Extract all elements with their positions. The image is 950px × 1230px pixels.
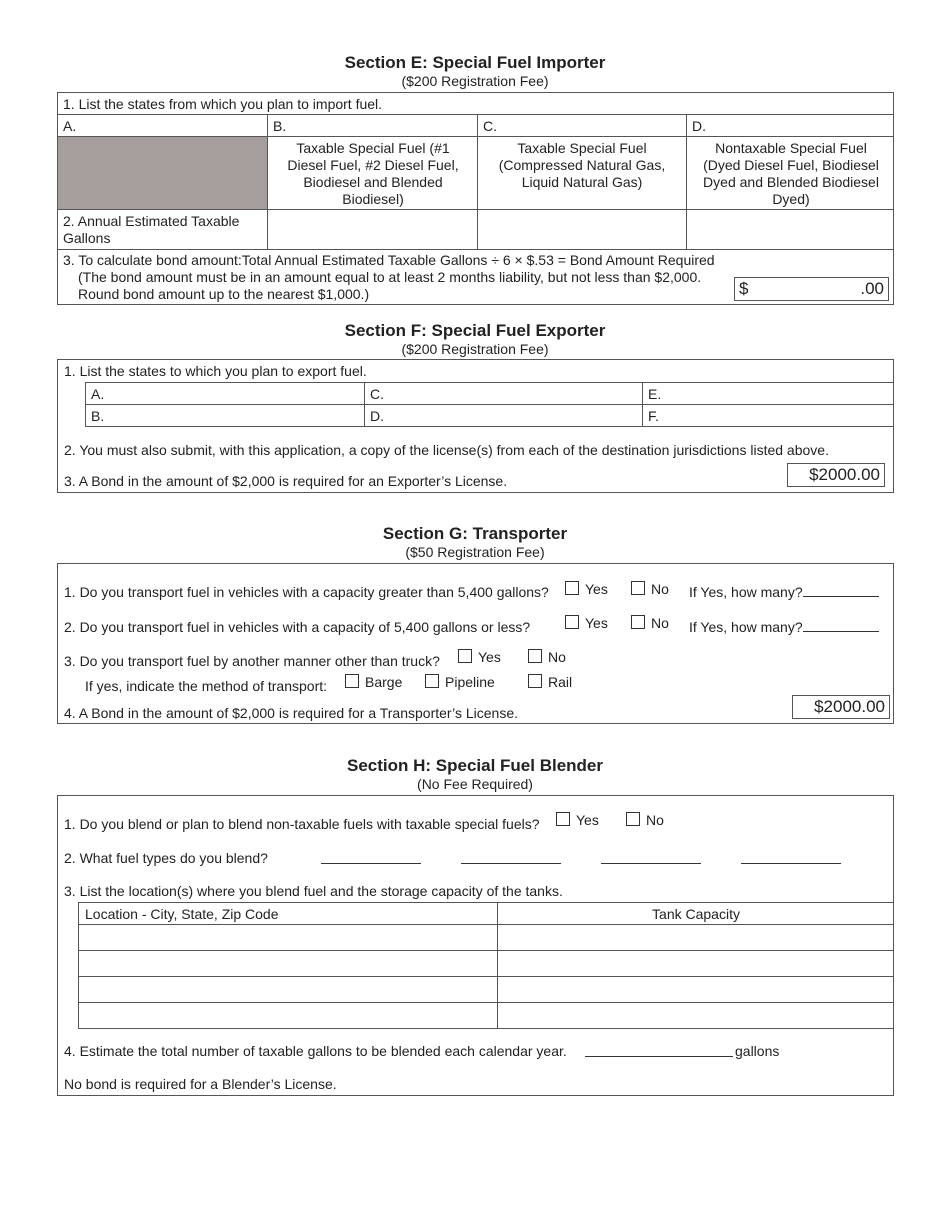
col-c-desc: Taxable Special Fuel (Compressed Natural Gas, Liquid Natural Gas) [498,140,666,190]
col-b-label: B. [273,118,287,134]
col-a-label: A. [63,118,77,134]
capacity-cell[interactable] [498,1003,894,1028]
state-a[interactable]: A. [91,386,105,402]
capacity-cell[interactable] [498,951,894,976]
col-b-desc: Taxable Special Fuel (#1 Diesel Fuel, #2 Diesel Fuel, Biodiesel and Blended Biodiesel) [287,140,459,207]
q3-no-checkbox[interactable] [528,649,542,663]
barge-label: Barge [365,674,403,690]
q2-how-many [689,619,879,635]
location-cell[interactable] [79,951,497,976]
q1-no-option[interactable] [631,581,669,597]
location-cell[interactable] [79,977,497,1002]
h-q1-no-checkbox[interactable] [626,812,640,826]
section-e-q1: 1. List the states from which you plan to import fuel. [63,96,383,112]
q2-how-many-label: If Yes, how many? [689,619,803,635]
q3-yes-checkbox[interactable] [458,649,472,663]
gallons-b-input[interactable] [268,210,476,248]
gray-cell [58,137,267,209]
h-q1-no-label: No [646,812,664,828]
q1-yes-option[interactable] [565,581,608,597]
rail-checkbox[interactable] [528,674,542,688]
fuel-type-field-4[interactable] [741,851,841,864]
section-h-q2: 2. What fuel types do you blend? [64,850,268,866]
location-table [78,902,893,1029]
section-f-q2: 2. You must also submit, with this application, a copy of the license(s) from each of the destination jurisdictions listed above. [64,442,829,458]
section-g-title: Section G: Transporter [382,524,568,543]
section-e-q3-line2: (The bond amount must be in an amount equal to at least 2 months liability, but not less than $2,000. [78,269,702,285]
section-e-bond-field[interactable] [734,277,889,301]
q3-yes-label: Yes [478,649,501,665]
q1-no-checkbox[interactable] [631,581,645,595]
fuel-type-field-3[interactable] [601,851,701,864]
section-e-q3-line1: 3. To calculate bond amount:Total Annual Estimated Taxable Gallons ÷ 6 × $.53 = Bond Amount Required [63,252,715,268]
bond-dollar: $ [739,279,749,298]
q1-how-many [689,584,879,600]
fuel-type-field-1[interactable] [321,851,421,864]
q3-yes-option[interactable] [458,649,501,665]
bond-cents: .00 [860,279,884,298]
section-f-q3: 3. A Bond in the amount of $2,000 is required for an Exporter’s License. [64,473,508,489]
section-h-q4: 4. Estimate the total number of taxable gallons to be blended each calendar year. [64,1043,567,1059]
section-h-header [0,756,950,792]
section-f-title: Section F: Special Fuel Exporter [344,321,606,340]
section-g-q1: 1. Do you transport fuel in vehicles with a capacity greater than 5,400 gallons? [64,584,549,600]
q1-no-label: No [651,581,669,597]
pipeline-checkbox[interactable] [425,674,439,688]
h-q1-yes-label: Yes [576,812,599,828]
section-e-fee: ($200 Registration Fee) [401,73,549,89]
section-g-bond: $2000.00 [792,695,890,719]
state-c[interactable]: C. [370,386,384,402]
col-d-desc: Nontaxable Special Fuel (Dyed Diesel Fuel, Biodiesel Dyed and Blended Biodiesel Dyed) [703,140,879,207]
section-h-q3: 3. List the location(s) where you blend fuel and the storage capacity of the tanks. [64,883,563,899]
section-f-header [0,321,950,357]
capacity-cell[interactable] [498,925,894,950]
col-d-label: D. [692,118,706,134]
q1-how-many-field[interactable] [803,584,879,597]
section-g-q3-sub: If yes, indicate the method of transport: [85,678,328,694]
section-h-fee: (No Fee Required) [417,776,533,792]
q1-yes-label: Yes [585,581,608,597]
location-cell[interactable] [79,1003,497,1028]
section-g-q2: 2. Do you transport fuel in vehicles with a capacity of 5,400 gallons or less? [64,619,531,635]
h-q1-no-option[interactable] [626,812,664,828]
section-f-q1: 1. List the states to which you plan to export fuel. [64,363,367,379]
section-g-fee: ($50 Registration Fee) [405,544,545,560]
state-e[interactable]: E. [648,386,662,402]
section-f-bond: $2000.00 [787,463,885,487]
q1-how-many-label: If Yes, how many? [689,584,803,600]
states-grid [85,382,893,427]
section-h-title: Section H: Special Fuel Blender [346,756,603,775]
barge-option[interactable] [345,674,402,690]
col-location-header: Location - City, State, Zip Code [85,906,279,922]
q2-how-many-field[interactable] [803,619,879,632]
section-e-q3-line3: Round bond amount up to the nearest $1,000.) [78,286,370,302]
section-e-header [0,53,950,89]
q3-no-option[interactable] [528,649,566,665]
state-f[interactable]: F. [648,408,659,424]
state-b[interactable]: B. [91,408,105,424]
rail-label: Rail [548,674,573,690]
section-h-note: No bond is required for a Blender’s License. [64,1076,337,1092]
rail-option[interactable] [528,674,572,690]
q2-no-option[interactable] [631,615,669,631]
h-q1-yes-checkbox[interactable] [556,812,570,826]
section-g-q3: 3. Do you transport fuel by another manner other than truck? [64,653,440,669]
section-f-fee: ($200 Registration Fee) [401,341,549,357]
section-e-table [57,92,894,305]
col-c-label: C. [483,118,497,134]
capacity-cell[interactable] [498,977,894,1002]
barge-checkbox[interactable] [345,674,359,688]
col-capacity-header: Tank Capacity [652,906,740,922]
h-q1-yes-option[interactable] [556,812,599,828]
fuel-type-field-2[interactable] [461,851,561,864]
section-e-q2: 2. Annual Estimated Taxable Gallons [63,213,240,246]
location-cell[interactable] [79,925,497,950]
state-d[interactable]: D. [370,408,384,424]
gallons-c-input[interactable] [478,210,685,248]
section-e-title: Section E: Special Fuel Importer [344,53,606,72]
q2-no-label: No [651,615,669,631]
q2-yes-label: Yes [585,615,608,631]
q3-no-label: No [548,649,566,665]
gallons-field[interactable] [585,1044,733,1057]
section-g-header [0,524,950,560]
gallons-label: gallons [735,1043,780,1059]
section-h-box [57,795,894,1096]
gallons-d-input[interactable] [687,210,893,248]
pipeline-option[interactable] [425,674,495,690]
section-g-q4: 4. A Bond in the amount of $2,000 is required for a Transporter’s License. [64,705,518,721]
q1-yes-checkbox[interactable] [565,581,579,595]
q2-yes-option[interactable] [565,615,608,631]
pipeline-label: Pipeline [445,674,495,690]
q2-yes-checkbox[interactable] [565,615,579,629]
section-f-table [57,359,894,493]
section-h-q1: 1. Do you blend or plan to blend non-taxable fuels with taxable special fuels? [64,816,540,832]
q2-no-checkbox[interactable] [631,615,645,629]
section-g-box [57,563,894,724]
